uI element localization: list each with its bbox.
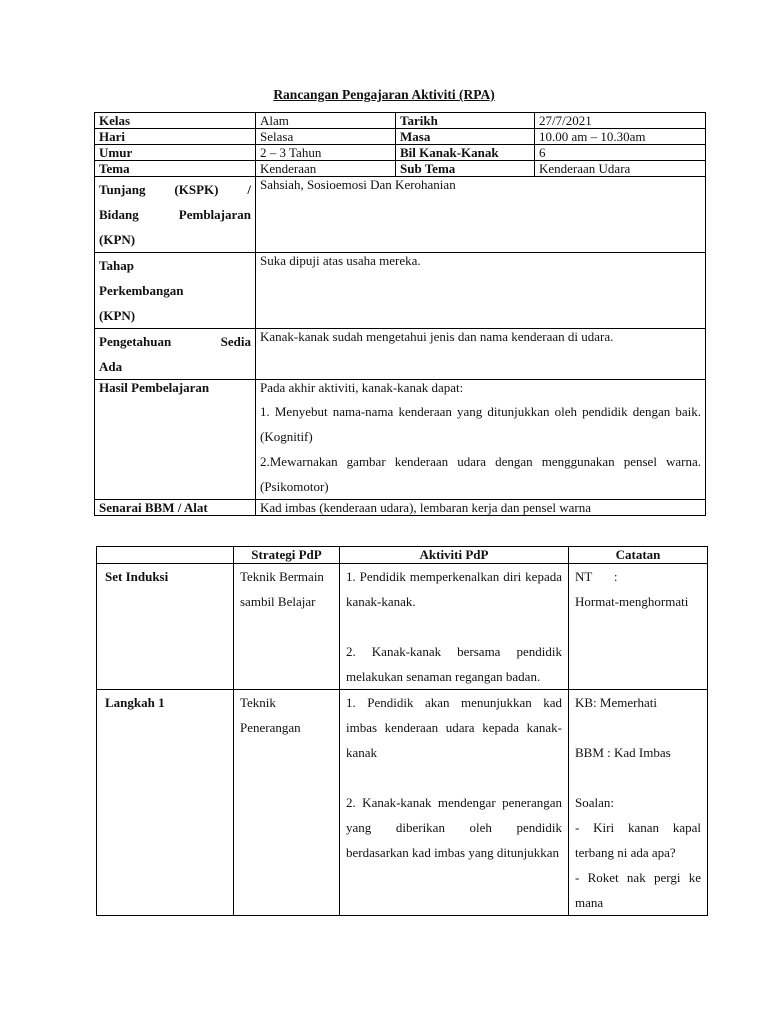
tarikh-value: 27/7/2021: [535, 113, 706, 129]
table-row: [97, 564, 708, 690]
hasil-item-1: 1. Menyebut nama-nama kenderaan yang ditunjukkan oleh pendidik dengan baik. (Kognitif): [260, 404, 701, 444]
catatan-header: Catatan: [569, 547, 708, 564]
set-induksi-strategi: Teknik Bermain sambil Belajar: [234, 564, 340, 690]
lesson-plan-table: [96, 546, 708, 916]
kelas-value: Alam: [256, 113, 396, 129]
pengetahuan-value: Kanak-kanak sudah mengetahui jenis dan nama kenderaan di udara.: [256, 329, 706, 380]
kelas-label: Kelas: [95, 113, 256, 129]
table-header-row: [97, 547, 708, 564]
tema-value: Kenderaan: [256, 161, 396, 177]
set-induksi-aktiviti: 1. Pendidik memperkenalkan diri kepada kanak-kanak. 2. Kanak-kanak bersama pendidik melakukan senaman regangan badan.: [340, 564, 569, 690]
tahap-label: Tahap Perkembangan (KPN): [95, 253, 256, 329]
table-row: [95, 329, 706, 380]
bbm-value: Kad imbas (kenderaan udara), lembaran kerja dan pensel warna: [256, 500, 706, 516]
bil-kanak-label: Bil Kanak-Kanak: [396, 145, 535, 161]
hasil-label: Hasil Pembelajaran: [95, 380, 256, 500]
set-induksi-catatan: NT : Hormat-menghormati: [569, 564, 708, 690]
table-row: [95, 380, 706, 500]
hari-label: Hari: [95, 129, 256, 145]
tunjang-value: Sahsiah, Sosioemosi Dan Kerohanian: [256, 177, 706, 253]
masa-value: 10.00 am – 10.30am: [535, 129, 706, 145]
hari-value: Selasa: [256, 129, 396, 145]
bil-kanak-value: 6: [535, 145, 706, 161]
tarikh-label: Tarikh: [396, 113, 535, 129]
table-row: [97, 690, 708, 916]
langkah-1-catatan: KB: Memerhati BBM : Kad Imbas Soalan: - Kiri kanan kapal terbang ni ada apa? - Roket nak pergi ke mana: [569, 690, 708, 916]
pengetahuan-label: Pengetahuan Sedia Ada: [95, 329, 256, 380]
table-row: [95, 145, 706, 161]
hasil-value: [256, 380, 706, 500]
table-row: [95, 500, 706, 516]
masa-label: Masa: [396, 129, 535, 145]
set-induksi-label: Set Induksi: [97, 564, 234, 690]
hasil-intro: Pada akhir aktiviti, kanak-kanak dapat:: [260, 380, 464, 395]
bbm-label: Senarai BBM / Alat: [95, 500, 256, 516]
umur-label: Umur: [95, 145, 256, 161]
hasil-item-2: 2.Mewarnakan gambar kenderaan udara dengan menggunakan pensel warna. (Psikomotor): [260, 454, 701, 494]
tema-label: Tema: [95, 161, 256, 177]
lesson-info-table: [94, 112, 706, 516]
tunjang-label: Tunjang (KSPK) / Bidang Pemblajaran (KPN): [95, 177, 256, 253]
subtema-label: Sub Tema: [396, 161, 535, 177]
empty-header: [97, 547, 234, 564]
strategi-header: Strategi PdP: [234, 547, 340, 564]
langkah-1-aktiviti: 1. Pendidik akan menunjukkan kad imbas kenderaan udara kepada kanak-kanak 2. Kanak-kanak mendengar penerangan yang diberikan oleh pendidik berdasarkan kad imbas yang ditunjukkan: [340, 690, 569, 916]
umur-value: 2 – 3 Tahun: [256, 145, 396, 161]
table-row: [95, 161, 706, 177]
aktiviti-header: Aktiviti PdP: [340, 547, 569, 564]
table-row: [95, 113, 706, 129]
table-row: [95, 129, 706, 145]
tahap-value: Suka dipuji atas usaha mereka.: [256, 253, 706, 329]
langkah-1-strategi: Teknik Penerangan: [234, 690, 340, 916]
page-title: Rancangan Pengajaran Aktiviti (RPA): [273, 87, 495, 102]
table-row: [95, 177, 706, 253]
subtema-value: Kenderaan Udara: [535, 161, 706, 177]
table-row: [95, 253, 706, 329]
langkah-1-label: Langkah 1: [97, 690, 234, 916]
